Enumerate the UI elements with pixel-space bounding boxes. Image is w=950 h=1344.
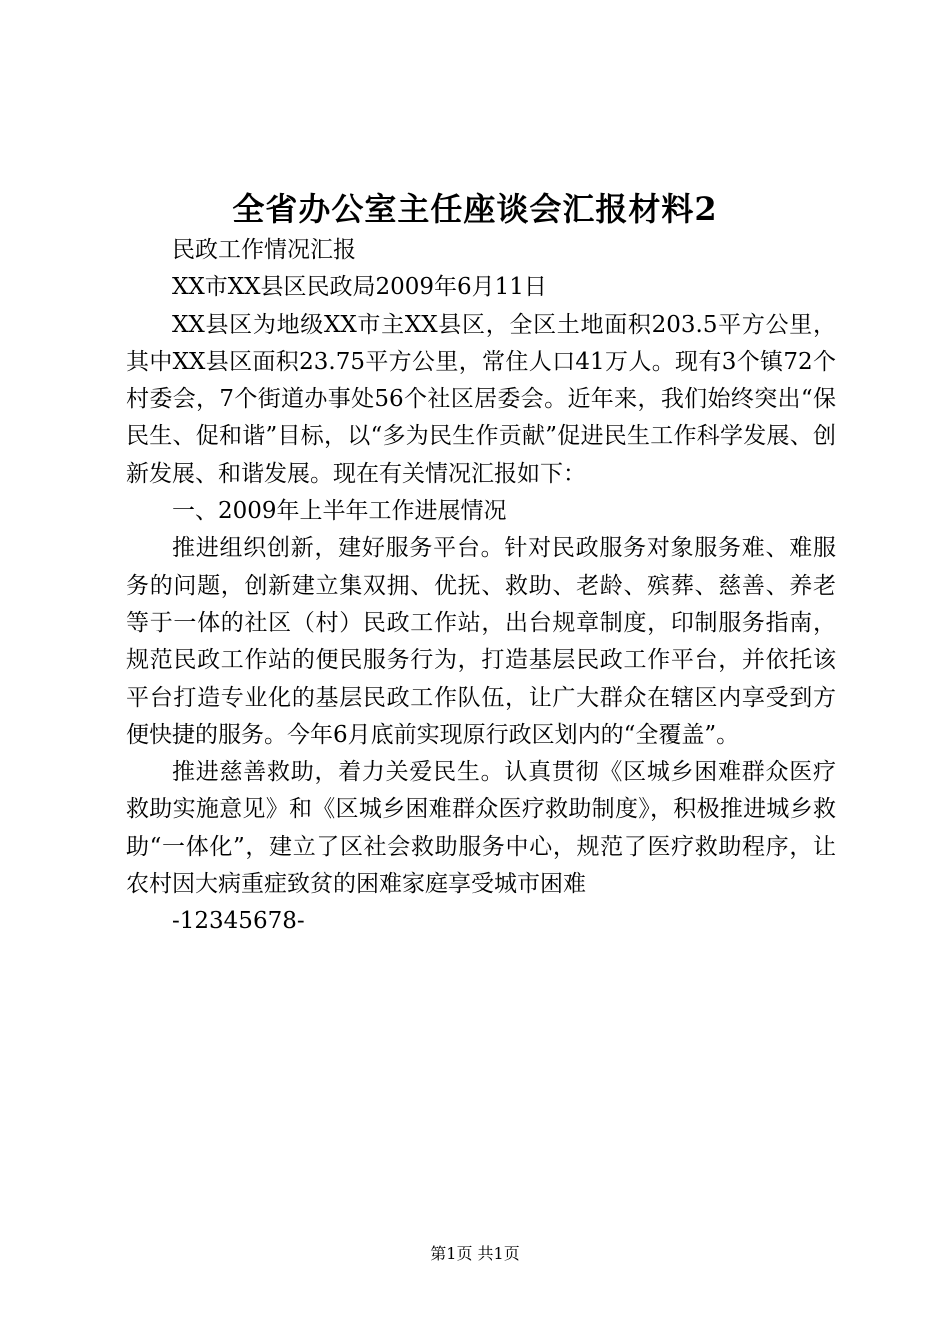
document-title: 全省办公室主任座谈会汇报材料2 [232, 190, 718, 228]
paragraph-charity-assistance: 推进慈善救助，着力关爱民生。认真贯彻《区城乡困难群众医疗救助实施意见》和《区城乡困难群众医疗救助制度》，积极推进城乡救助“一体化”，建立了区社会救助服务中心，规范了医疗救助程序，让农村因大病重症致贫的困难家庭享受城市困难 [126, 759, 836, 898]
page-footer: 第1页 共1页 [430, 1244, 520, 1263]
section-heading: 一、2009年上半年工作进展情况 [172, 498, 507, 525]
paragraph-overview: XX县区为地级XX市主XX县区，全区土地面积203.5平方公里，其中XX县区面积23.75平方公里，常住人口41万人。现有3个镇72个村委会，7个街道办事处56个社区居委会。近年来，我们始终突出“保民生、促和谐”目标，以“多为民生作贡献”促进民生工作科学发展、创新发展、和谐发展。现在有关情况汇报如下： [126, 311, 836, 487]
paragraph-organization-innovation: 推进组织创新，建好服务平台。针对民政服务对象服务难、难服务的问题，创新建立集双拥、优抚、救助、老龄、殡葬、慈善、养老等于一体的社区（村）民政工作站，出台规章制度，印制服务指南，规范民政工作站的便民服务行为，打造基层民政工作平台，并依托该平台打造专业化的基层民政工作队伍，让广大群众在辖区内享受到方便快捷的服务。今年6月底前实现原行政区划内的“全覆盖”。 [126, 535, 836, 748]
page-number-marker: -12345678- [172, 908, 305, 935]
document-body [126, 232, 836, 941]
paragraph-issuer-date: XX市XX县区民政局2009年6月11日 [172, 274, 547, 301]
paragraph-report-heading: 民政工作情况汇报 [172, 237, 356, 263]
